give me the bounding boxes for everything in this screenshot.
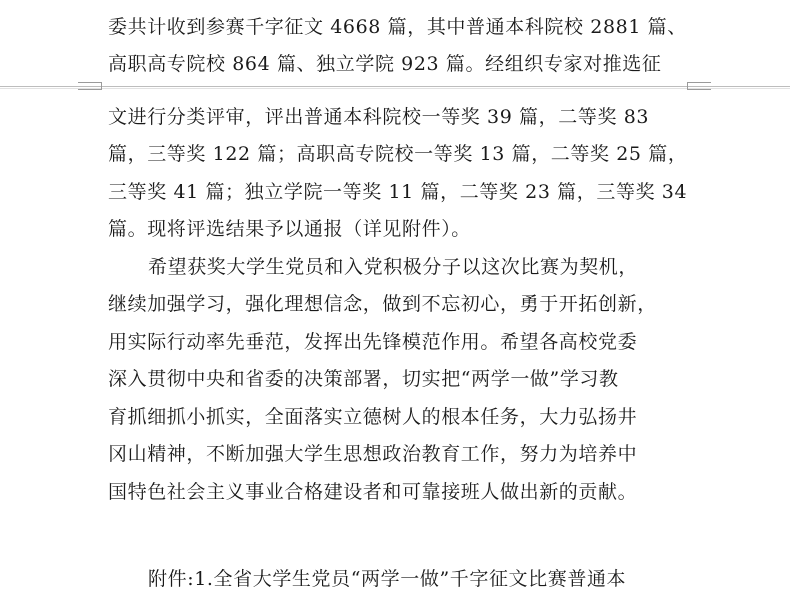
text-line: 冈山精神，不断加强大学生思想政治教育工作，努力为培养中 bbox=[108, 443, 638, 465]
text-line: 深入贯彻中央和省委的决策部署，切实把“两学一做”学习教 bbox=[108, 368, 619, 390]
margin-corner-marker-left bbox=[78, 82, 102, 90]
attachment-line: 附件:1.全省大学生党员“两学一做”千字征文比赛普通本 bbox=[148, 568, 627, 590]
page-break-shadow bbox=[0, 88, 790, 89]
text-line: 用实际行动率先垂范，发挥出先锋模范作用。希望各高校党委 bbox=[108, 331, 638, 353]
text-line: 委共计收到参赛千字征文 4668 篇，其中普通本科院校 2881 篇、 bbox=[108, 16, 687, 38]
paragraph-first-line: 希望获奖大学生党员和入党积极分子以这次比赛为契机， bbox=[148, 256, 639, 278]
margin-corner-marker-right bbox=[687, 82, 711, 90]
text-line: 三等奖 41 篇；独立学院一等奖 11 篇，二等奖 23 篇，三等奖 34 bbox=[108, 181, 688, 203]
text-line: 育抓细抓小抓实，全面落实立德树人的根本任务，大力弘扬井 bbox=[108, 406, 638, 428]
text-line: 继续加强学习，强化理想信念，做到不忘初心，勇于开拓创新， bbox=[108, 293, 657, 315]
page-break-divider bbox=[0, 86, 790, 87]
text-line: 篇。现将评选结果予以通报（详见附件）。 bbox=[108, 218, 471, 240]
text-line: 国特色社会主义事业合格建设者和可靠接班人做出新的贡献。 bbox=[108, 481, 638, 503]
text-line: 高职高专院校 864 篇、独立学院 923 篇。经组织专家对推选征 bbox=[108, 53, 662, 75]
text-line: 文进行分类评审，评出普通本科院校一等奖 39 篇，二等奖 83 bbox=[108, 106, 650, 128]
text-line: 篇，三等奖 122 篇；高职高专院校一等奖 13 篇，二等奖 25 篇， bbox=[108, 143, 688, 165]
